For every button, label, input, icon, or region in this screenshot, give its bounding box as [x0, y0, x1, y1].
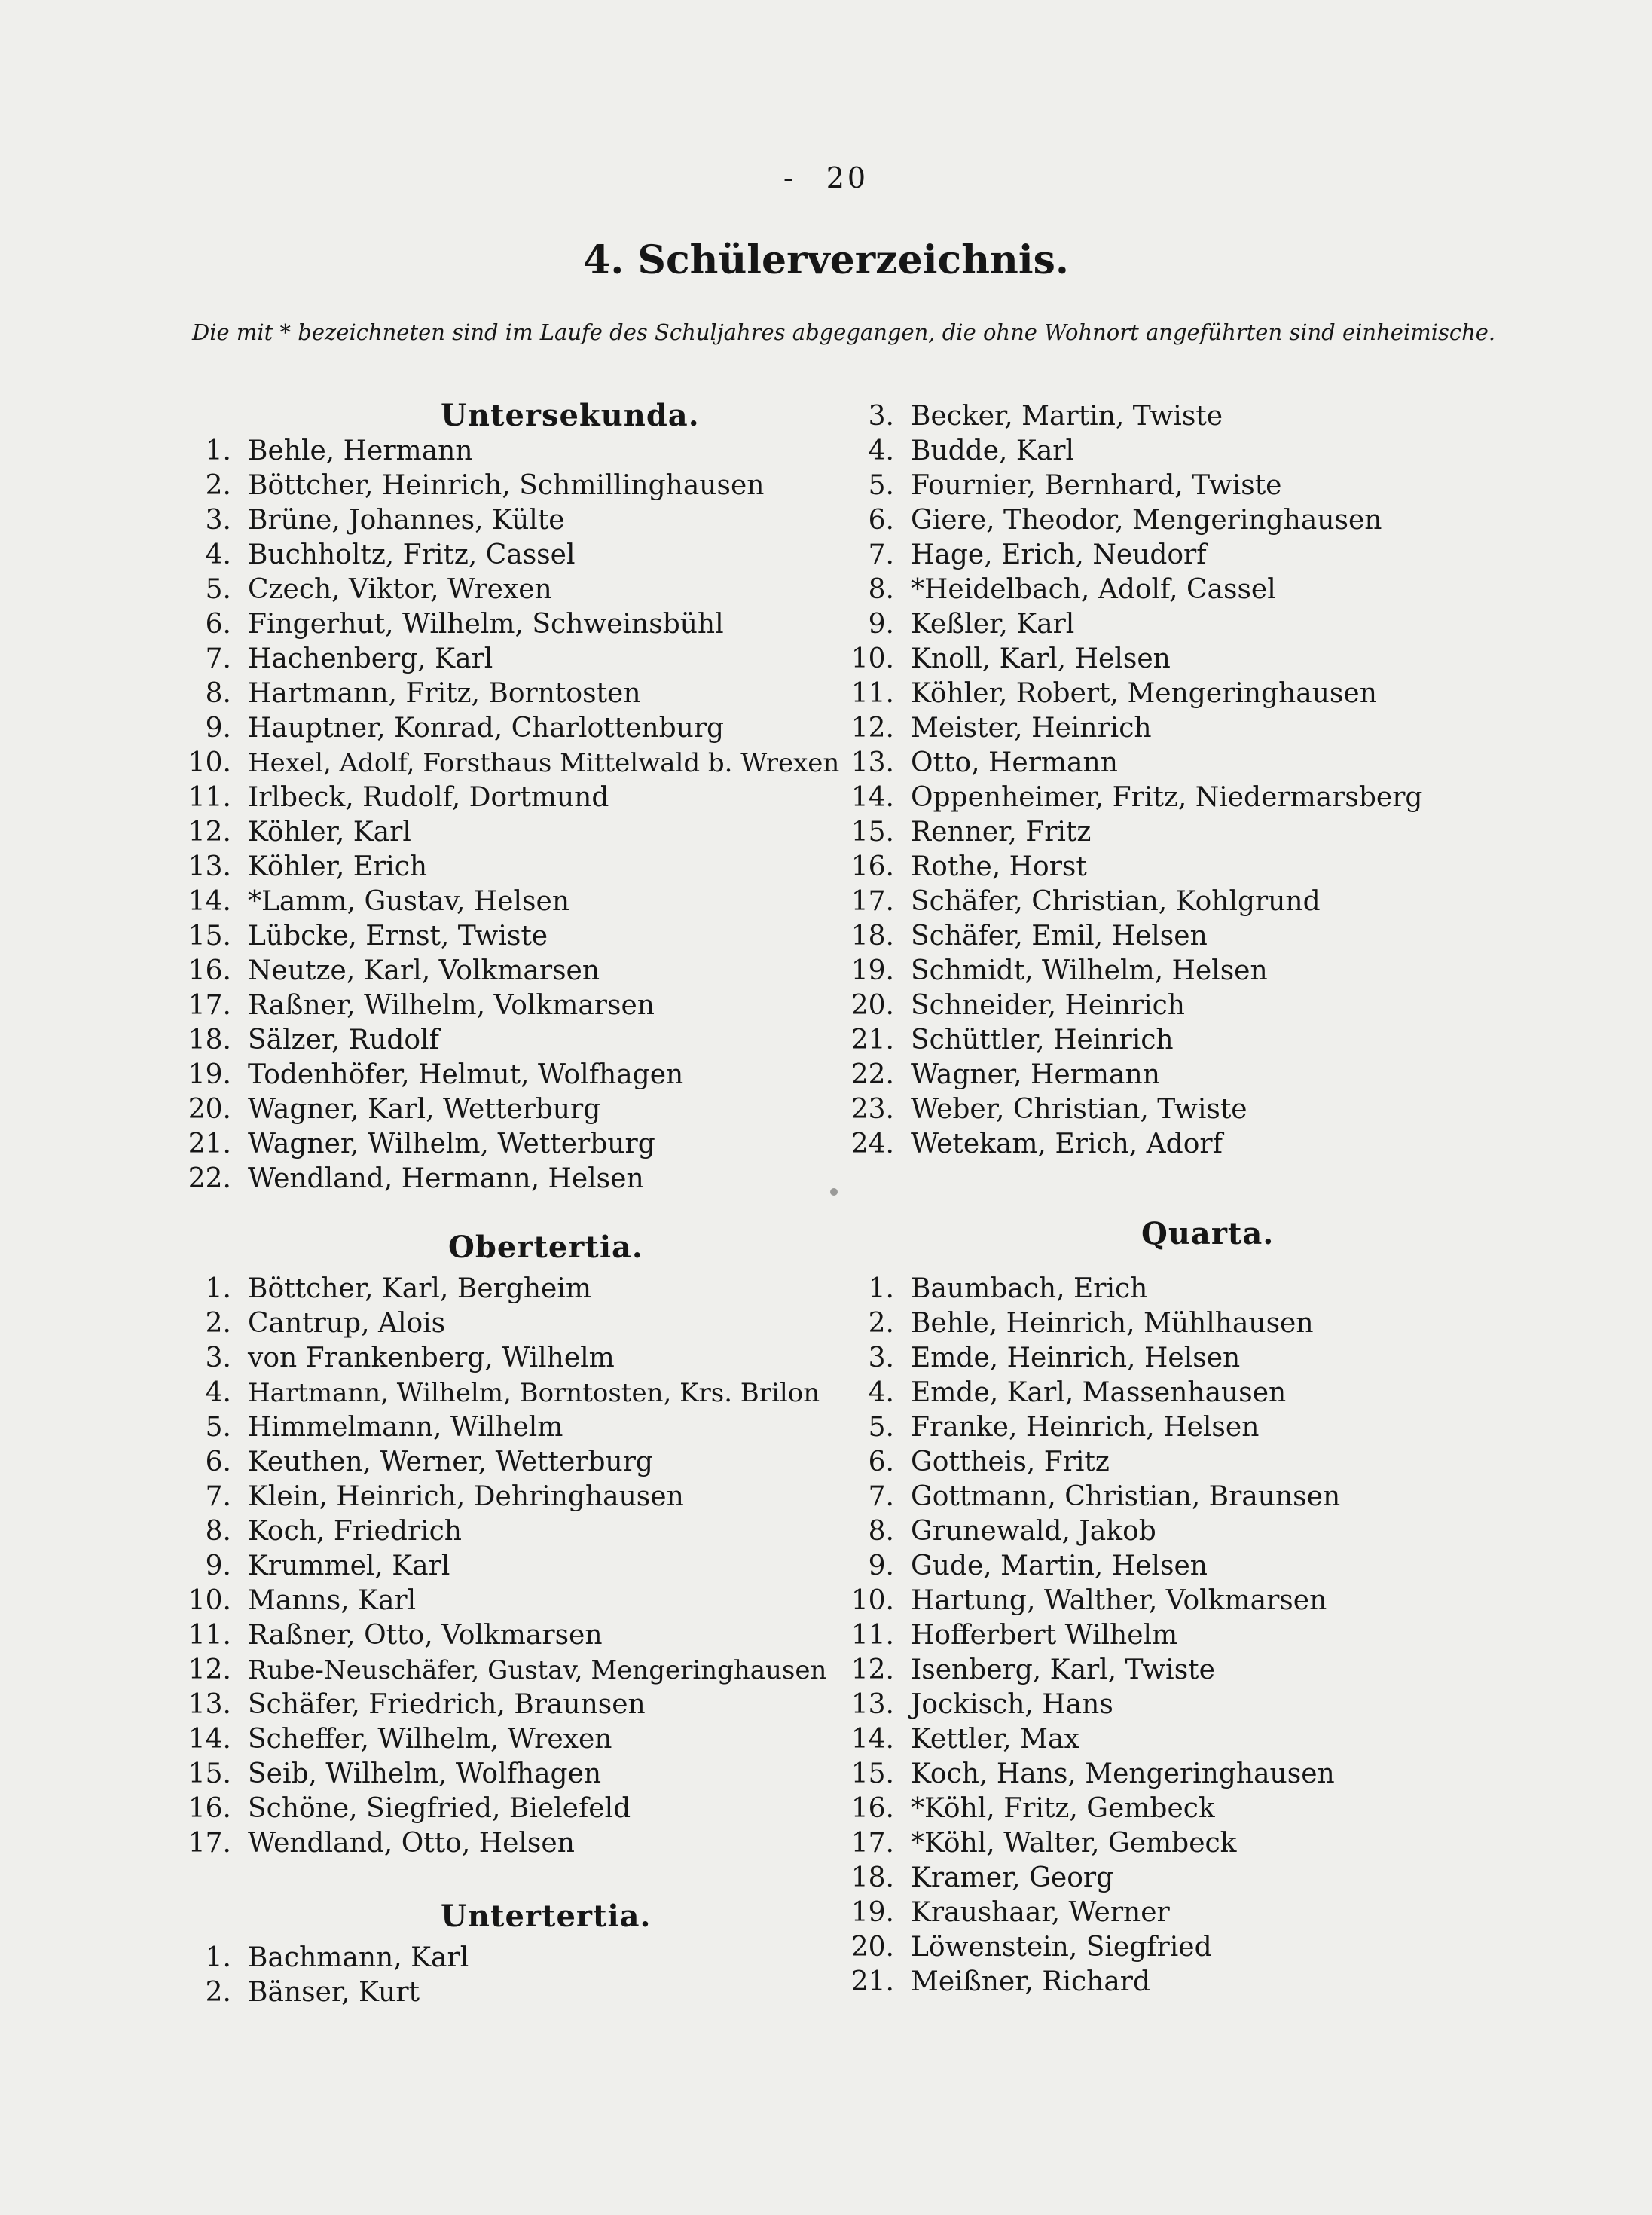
- list-item: 6. Gottheis, Fritz: [868, 1447, 1110, 1477]
- list-item: 17. Schäfer, Christian, Kohlgrund: [850, 886, 1321, 917]
- list-item: 1. Böttcher, Karl, Bergheim: [205, 1273, 591, 1304]
- list-item: 18. Kramer, Georg: [850, 1862, 1114, 1893]
- list-item: 11. Köhler, Robert, Mengeringhausen: [850, 678, 1377, 709]
- list-item: 5. Czech, Viktor, Wrexen: [205, 574, 552, 605]
- list-item: 15. Lübcke, Ernst, Twiste: [188, 921, 548, 952]
- list-item: 1. Behle, Hermann: [205, 435, 473, 466]
- page-number-dash: -: [783, 161, 796, 194]
- ink-smudge: [830, 1188, 838, 1196]
- page-number-value: 20: [826, 161, 869, 194]
- list-item: 16. Neutze, Karl, Volkmarsen: [188, 955, 600, 986]
- list-item: 21. Wagner, Wilhelm, Wetterburg: [188, 1129, 655, 1159]
- list-item: 20. Löwenstein, Siegfried: [850, 1932, 1212, 1963]
- page-title: 4. Schülerverzeichnis.: [583, 237, 1069, 283]
- list-item: 5. Franke, Heinrich, Helsen: [868, 1412, 1260, 1443]
- list-item: 23. Weber, Christian, Twiste: [850, 1094, 1247, 1125]
- list-item: 4. Emde, Karl, Massenhausen: [868, 1377, 1287, 1408]
- list-item: 2. Bänser, Kurt: [205, 1977, 420, 2008]
- list-item: 3. Becker, Martin, Twiste: [868, 401, 1223, 432]
- list-item: 4. Hartmann, Wilhelm, Borntosten, Krs. Brilon: [205, 1377, 820, 1408]
- list-item: 21. Schüttler, Heinrich: [850, 1025, 1174, 1056]
- list-item: 18. Sälzer, Rudolf: [188, 1025, 439, 1056]
- section-heading-quarta: Quarta.: [1141, 1216, 1275, 1251]
- list-item: 10. Knoll, Karl, Helsen: [850, 643, 1171, 674]
- section-heading-untertertia: Untertertia.: [441, 1899, 652, 1934]
- list-item: 8. Hartmann, Fritz, Borntosten: [205, 678, 641, 709]
- list-item: 7. Gottmann, Christian, Braunsen: [868, 1481, 1341, 1512]
- list-item: 3. Emde, Heinrich, Helsen: [868, 1343, 1241, 1373]
- list-item: 12. Meister, Heinrich: [850, 713, 1152, 744]
- list-item: 6. Giere, Theodor, Mengeringhausen: [868, 505, 1382, 536]
- list-item: 10. Manns, Karl: [188, 1585, 417, 1616]
- list-item: 1. Baumbach, Erich: [868, 1273, 1148, 1304]
- list-item: 12. Köhler, Karl: [188, 817, 411, 848]
- list-item: 2. Cantrup, Alois: [205, 1308, 446, 1339]
- list-item: 9. Gude, Martin, Helsen: [868, 1550, 1208, 1581]
- list-item: 9. Keßler, Karl: [868, 609, 1075, 640]
- list-item: 13. Otto, Hermann: [850, 747, 1118, 778]
- list-item: 3. Brüne, Johannes, Külte: [205, 505, 565, 536]
- list-item: 14. Scheffer, Wilhelm, Wrexen: [188, 1724, 612, 1755]
- list-item: 14. *Lamm, Gustav, Helsen: [188, 886, 570, 917]
- list-item: 5. Fournier, Bernhard, Twiste: [868, 470, 1282, 501]
- list-item: 7. Hage, Erich, Neudorf: [868, 539, 1207, 570]
- list-item: 22. Wagner, Hermann: [850, 1059, 1160, 1090]
- list-item: 22. Wendland, Hermann, Helsen: [188, 1163, 644, 1194]
- list-item: 19. Schmidt, Wilhelm, Helsen: [850, 955, 1268, 986]
- list-item: 4. Budde, Karl: [868, 435, 1075, 466]
- list-item: 8. *Heidelbach, Adolf, Cassel: [868, 574, 1276, 605]
- list-item: 6. Fingerhut, Wilhelm, Schweinsbühl: [205, 609, 724, 640]
- list-item: 13. Köhler, Erich: [188, 851, 428, 882]
- list-item: 20. Schneider, Heinrich: [850, 990, 1185, 1021]
- list-item: 5. Himmelmann, Wilhelm: [205, 1412, 563, 1443]
- list-item: 21. Meißner, Richard: [850, 1966, 1151, 1997]
- list-item: 8. Koch, Friedrich: [205, 1516, 462, 1547]
- list-item: 20. Wagner, Karl, Wetterburg: [188, 1094, 601, 1125]
- list-item: 9. Krummel, Karl: [205, 1550, 450, 1581]
- list-item: 14. Oppenheimer, Fritz, Niedermarsberg: [850, 782, 1423, 813]
- list-item: 8. Grunewald, Jakob: [868, 1516, 1156, 1547]
- list-item: 11. Raßner, Otto, Volkmarsen: [188, 1620, 603, 1651]
- section-heading-untersekunda: Untersekunda.: [441, 398, 700, 433]
- list-item: 10. Hexel, Adolf, Forsthaus Mittelwald b. Wrexen: [188, 747, 840, 778]
- list-item: 17. Raßner, Wilhelm, Volkmarsen: [188, 990, 655, 1021]
- section-heading-obertertia: Obertertia.: [448, 1230, 643, 1265]
- list-item: 17. *Köhl, Walter, Gembeck: [850, 1828, 1237, 1859]
- list-item: 6. Keuthen, Werner, Wetterburg: [205, 1447, 653, 1477]
- list-item: 16. Schöne, Siegfried, Bielefeld: [188, 1793, 631, 1824]
- list-item: 2. Böttcher, Heinrich, Schmillinghausen: [205, 470, 765, 501]
- list-item: 14. Kettler, Max: [850, 1724, 1079, 1755]
- list-item: 7. Hachenberg, Karl: [205, 643, 493, 674]
- list-item: 13. Jockisch, Hans: [850, 1689, 1113, 1720]
- list-item: 2. Behle, Heinrich, Mühlhausen: [868, 1308, 1314, 1339]
- notice-text: Die mit * bezeichneten sind im Laufe des Schuljahres abgegangen, die ohne Wohnort angeführten sind einheimische.: [192, 319, 1496, 345]
- list-item: 7. Klein, Heinrich, Dehringhausen: [205, 1481, 684, 1512]
- list-item: 12. Isenberg, Karl, Twiste: [850, 1654, 1215, 1685]
- page-number: [0, 161, 1652, 194]
- list-item: 3. von Frankenberg, Wilhelm: [205, 1343, 615, 1373]
- list-item: 19. Kraushaar, Werner: [850, 1897, 1170, 1928]
- list-item: 11. Hofferbert Wilhelm: [850, 1620, 1178, 1651]
- list-item: 4. Buchholtz, Fritz, Cassel: [205, 539, 576, 570]
- list-item: 13. Schäfer, Friedrich, Braunsen: [188, 1689, 646, 1720]
- list-item: 11. Irlbeck, Rudolf, Dortmund: [188, 782, 609, 813]
- list-item: 10. Hartung, Walther, Volkmarsen: [850, 1585, 1327, 1616]
- list-item: 12. Rube-Neuschäfer, Gustav, Mengeringhausen: [188, 1654, 827, 1685]
- list-item: 18. Schäfer, Emil, Helsen: [850, 921, 1208, 952]
- list-item: 24. Wetekam, Erich, Adorf: [850, 1129, 1223, 1159]
- list-item: 17. Wendland, Otto, Helsen: [188, 1828, 575, 1859]
- list-item: 15. Renner, Fritz: [850, 817, 1092, 848]
- list-item: 16. Rothe, Horst: [850, 851, 1087, 882]
- list-item: 19. Todenhöfer, Helmut, Wolfhagen: [188, 1059, 684, 1090]
- list-item: 15. Koch, Hans, Mengeringhausen: [850, 1758, 1335, 1789]
- list-item: 15. Seib, Wilhelm, Wolfhagen: [188, 1758, 602, 1789]
- list-item: 9. Hauptner, Konrad, Charlottenburg: [205, 713, 725, 744]
- list-item: 1. Bachmann, Karl: [205, 1942, 469, 1973]
- list-item: 16. *Köhl, Fritz, Gembeck: [850, 1793, 1215, 1824]
